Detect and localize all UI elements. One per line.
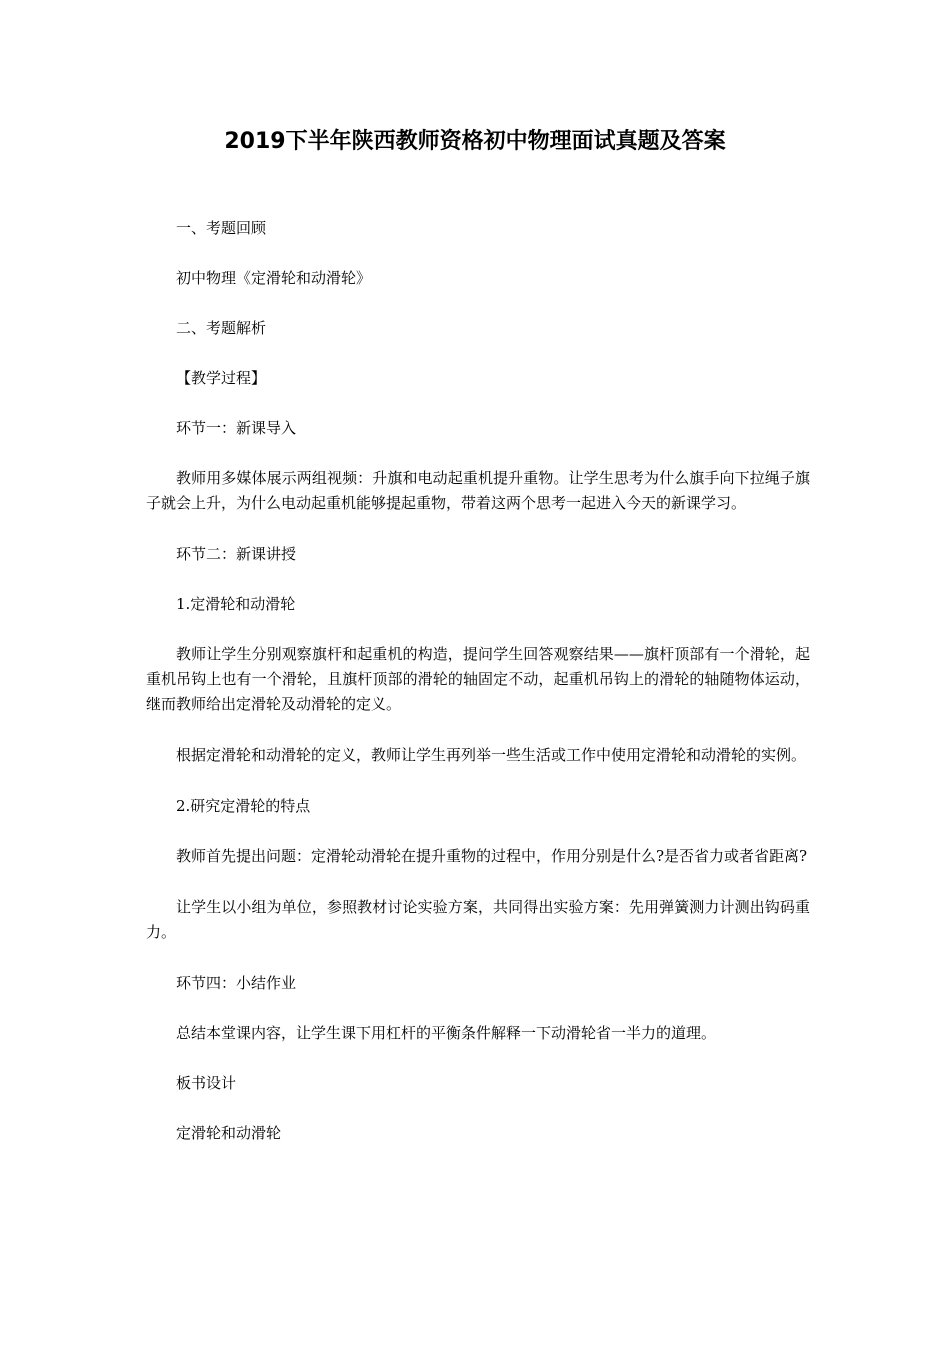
paragraph-intro: 教师用多媒体展示两组视频：升旗和电动起重机提升重物。让学生思考为什么旗手向下拉绳子旗子就会上升，为什么电动起重机能够提起重物，带着这两个思考一起进入今天的新课学习。 [146,469,810,512]
paragraph-experiment: 让学生以小组为单位，参照教材讨论实验方案，共同得出实验方案：先用弹簧测力计测出钩码重力。 [146,898,810,941]
document-body [146,216,810,1171]
section-heading-analysis: 二、考题解析 [176,319,267,337]
stage-four-heading: 环节四：小结作业 [176,974,297,992]
teaching-process-heading: 【教学过程】 [176,369,267,387]
board-design-heading: 板书设计 [176,1074,237,1092]
board-design-title: 定滑轮和动滑轮 [176,1124,282,1142]
section-heading-review: 一、考题回顾 [176,219,267,237]
topic-line: 初中物理《定滑轮和动滑轮》 [176,269,372,287]
paragraph-observation: 教师让学生分别观察旗杆和起重机的构造，提问学生回答观察结果——旗杆顶部有一个滑轮，起重机吊钩上也有一个滑轮，且旗杆顶部的滑轮的轴固定不动，起重机吊钩上的滑轮的轴随物体运动，继而教师给出定滑轮及动滑轮的定义。 [146,645,810,713]
paragraph-summary: 总结本堂课内容，让学生课下用杠杆的平衡条件解释一下动滑轮省一半力的道理。 [176,1024,717,1042]
paragraph-examples: 根据定滑轮和动滑轮的定义，教师让学生再列举一些生活或工作中使用定滑轮和动滑轮的实例。 [176,746,807,764]
subheading-pulleys: 1.定滑轮和动滑轮 [176,595,296,613]
paragraph-question: 教师首先提出问题：定滑轮动滑轮在提升重物的过程中，作用分别是什么?是否省力或者省距离? [176,847,808,865]
subheading-fixed-pulley: 2.研究定滑轮的特点 [176,797,311,815]
stage-two-heading: 环节二：新课讲授 [176,545,297,563]
document-title: 2019下半年陕西教师资格初中物理面试真题及答案 [224,129,726,154]
stage-one-heading: 环节一：新课导入 [176,419,297,437]
